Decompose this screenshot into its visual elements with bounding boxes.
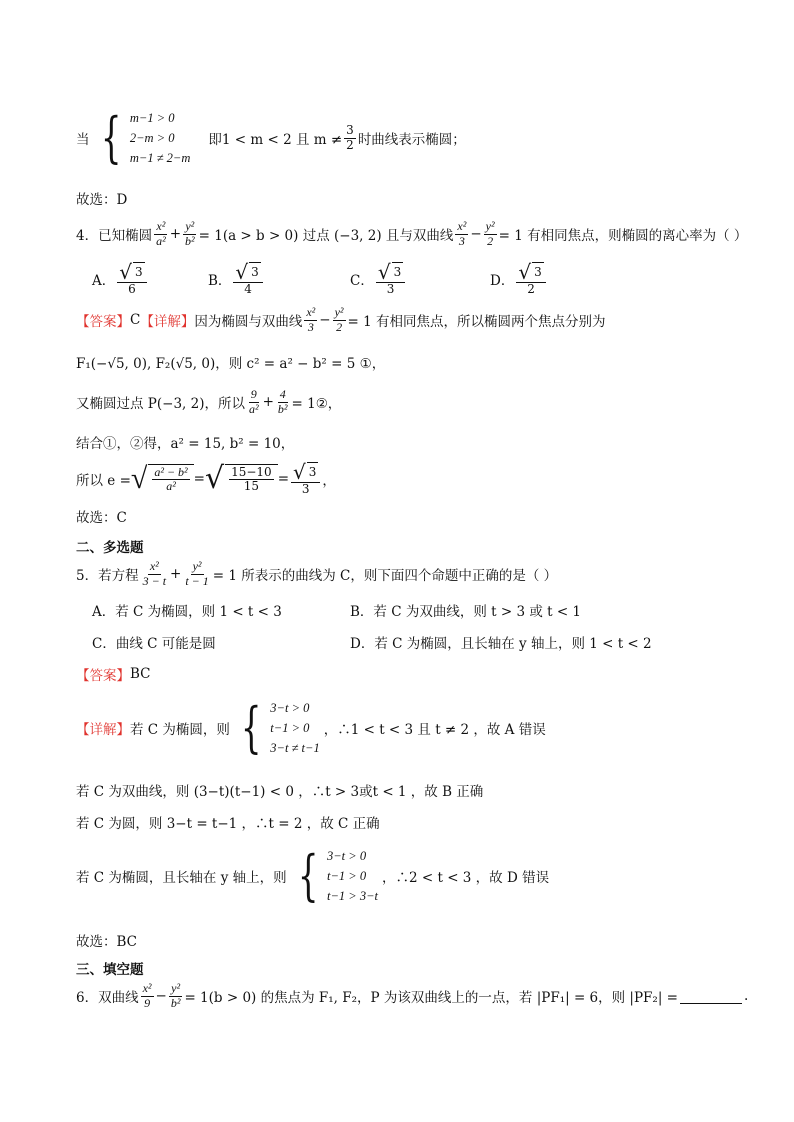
fraction: $\frac{\text{y²}}{2}$	[485, 219, 495, 248]
answer-4-line2: F₁(−√5, 0), F₂(√5, 0)，则 c² = a² − b² = 5 ①，	[76, 356, 386, 372]
option-d[interactable]: D． √ 3 2	[490, 262, 548, 297]
condition-system: { 3−t > 0 t−1 > 0 t−1 > 3−t	[297, 844, 378, 907]
select-c: 故选：C	[76, 510, 127, 526]
answer-value: C	[130, 312, 141, 329]
condition-system: { 3−t > 0 t−1 > 0 3−t ≠ t−1	[240, 696, 320, 759]
option-a[interactable]: A．若 C 为椭圆，则 1 < t < 3	[92, 604, 282, 620]
fraction: $\frac{\text{y²}}{\text{b²}}$	[185, 219, 195, 248]
option-d[interactable]: D．若 C 为椭圆，且长轴在 y 轴上，则 1 < t < 2	[350, 636, 652, 652]
condition-system: { m−1 > 0 2−m > 0 m−1 ≠ 2−m	[100, 106, 191, 169]
fraction: $\frac{\text{y²}}{t - 1}$	[185, 559, 209, 588]
answer-5	[76, 664, 151, 684]
answer-5-detail-c: 若 C 为圆，则 3−t = t−1 ，∴t = 2 ，故 C 正确	[76, 816, 380, 832]
fraction: $\frac{9}{\text{a²}}$	[248, 387, 259, 416]
answer-4-line1: 【答案】 C 【详解】 因为椭圆与双曲线 $\frac{\text{x²}}{3}$ − $\frac{\text{y²}}{2}$ = 1 有相同焦点，所以椭圆两个焦点分别为	[76, 305, 606, 334]
answer-5-detail-b: 若 C 为双曲线，则 (3−t)(t−1) < 0 ，∴t > 3或t < 1 ，故 B 正确	[76, 784, 484, 800]
option-a[interactable]: A． √ 3 6	[92, 262, 149, 297]
select-d: 故选：D	[76, 192, 128, 208]
answer-5-detail-a: 【详解】 若 C 为椭圆，则 { 3−t > 0 t−1 > 0 3−t ≠ t−1 ，∴1 < t < 3 且 t ≠ 2 ，故 A 错误	[76, 696, 546, 759]
fraction: $\frac{4}{\text{b²}}$	[277, 387, 288, 416]
answer-tag: 【答案】	[76, 314, 130, 331]
question-5: 5．若方程 $\frac{\text{x²}}{3 - t}$ + $\frac{\text{y²}}{t - 1}$ = 1 所表示的曲线为 C，则下面四个命题中正确的是（ ）	[76, 559, 558, 588]
condition-row: m−1 > 0	[129, 111, 175, 125]
condition-row: 2−m > 0	[129, 131, 175, 145]
option-b[interactable]: B． √ 3 4	[208, 262, 265, 297]
fraction: $\frac{\text{x²}}{3 - t}$	[142, 559, 167, 588]
answer-4-line4: 结合①，②得，a² = 15, b² = 10，	[76, 436, 295, 452]
section-heading-3: 三、填空题	[76, 962, 144, 978]
answer-4-line5: 所以 e = √ $\frac{\text{a² − b²}}{\text{a²}}$ = √ $\frac{15-10}{15}$ = √ 3 3 ，	[76, 460, 336, 497]
option-c[interactable]: C．曲线 C 可能是圆	[92, 636, 216, 652]
answer-4-line3: 又椭圆过点 P(−3, 2)，所以 $\frac{9}{\text{a²}}$ + $\frac{4}{\text{b²}}$ = 1②，	[76, 387, 342, 416]
fraction: $\frac{\text{y²}}{2}$	[334, 305, 344, 334]
fraction: $\frac{\text{x²}}{3}$	[306, 305, 316, 334]
detail-tag: 【详解】	[140, 314, 195, 331]
ellipse-condition-line	[76, 108, 466, 168]
fraction: $\frac{\text{y²}}{\text{b²}}$	[170, 981, 181, 1010]
fraction: $\frac{\text{x²}}{\text{a²}}$	[156, 219, 166, 248]
answer-value: BC	[130, 666, 151, 682]
option-b[interactable]: B．若 C 为双曲线，则 t > 3 或 t < 1	[350, 604, 582, 620]
fraction: $\frac{3}{2}$	[346, 122, 354, 152]
question-4: 4．已知椭圆 $\frac{\text{x²}}{\text{a²}}$ + $\frac{\text{y²}}{\text{b²}}$ = 1(a > b > 0) 过点 (−3, 2) 且与双曲线 $\frac{\text{x²}}{3}$ − $\frac{\text{y²}}{2}$ = 1 有相同焦点，则椭圆的离心率为（ ）	[76, 219, 748, 248]
select-bc: 故选：BC	[76, 934, 138, 950]
answer-5-detail-d: 若 C 为椭圆，且长轴在 y 轴上，则 { 3−t > 0 t−1 > 0 t−1 > 3−t ，∴2 < t < 3 ，故 D 错误	[76, 844, 550, 907]
answer-tag: 【答案】	[76, 668, 130, 684]
fraction: $\frac{\text{x²}}{3}$	[457, 219, 467, 248]
range-text: 即1 < m < 2 且 m ≠	[208, 132, 343, 148]
detail-tag: 【详解】	[76, 722, 130, 738]
tail-text: 时曲线表示椭圆；	[357, 132, 466, 148]
condition-row: m−1 ≠ 2−m	[129, 151, 191, 165]
fraction: $\frac{\text{x²}}{9}$	[142, 981, 152, 1010]
option-c[interactable]: C． √ 3 3	[350, 262, 407, 297]
answer-blank[interactable]	[680, 989, 742, 1004]
question-6: 6．双曲线 $\frac{\text{x²}}{9}$ − $\frac{\text{y²}}{\text{b²}}$ = 1(b > 0) 的焦点为 F₁, F₂，P 为该双曲线上的一点，若 |PF₁| = 6，则 |PF₂| = .	[76, 981, 749, 1010]
dang-text: 当	[76, 132, 90, 148]
section-heading-2: 二、多选题	[76, 540, 144, 556]
